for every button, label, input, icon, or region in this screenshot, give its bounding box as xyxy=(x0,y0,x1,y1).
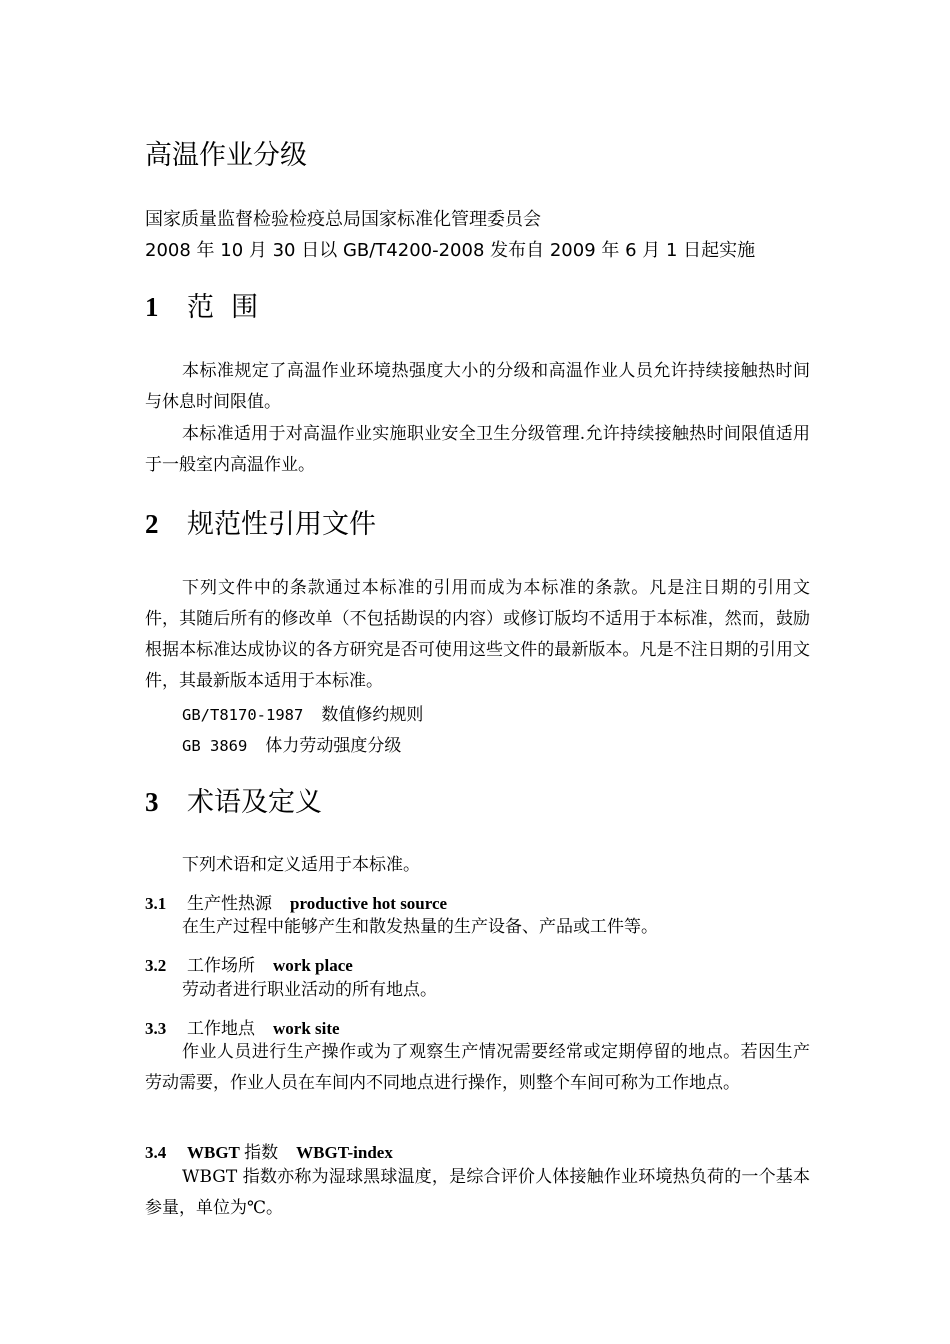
term-chinese: 工作场所 xyxy=(187,956,255,976)
section-2-heading xyxy=(145,502,376,541)
section-title: 范 围 xyxy=(187,292,259,323)
publisher-line: 国家质量监督检验检疫总局国家标准化管理委员会 xyxy=(145,209,541,230)
release-line: 2008 年 10 月 30 日以 GB/T4200-2008 发布自 2009 年 6 月 1 日起实施 xyxy=(145,240,756,261)
term-chinese: 指数 xyxy=(244,1143,279,1163)
reference-title: 体力劳动强度分级 xyxy=(265,736,402,756)
document-title: 高温作业分级 xyxy=(145,140,307,171)
term-number: 3.2 xyxy=(145,956,167,975)
term-heading xyxy=(145,1014,340,1039)
term-english: WBGT-index xyxy=(296,1143,393,1162)
reference-item xyxy=(182,731,401,756)
section-2-paragraph-1: 下列文件中的条款通过本标准的引用而成为本标准的条款。凡是注日期的引用文件，其随后所有的修改单（不包括勘误的内容）或修订版均不适用于本标准，然而，鼓励根据本标准达成协议的各方研究是否可使用这些文件的最新版本。凡是不注日期的引用文件，其最新版本适用于本标准。 xyxy=(145,578,810,691)
reference-code: GB/T8170-1987 xyxy=(182,706,304,724)
reference-item xyxy=(182,700,423,725)
section-3-intro: 下列术语和定义适用于本标准。 xyxy=(182,855,420,875)
section-number: 1 xyxy=(145,292,159,322)
section-title: 术语及定义 xyxy=(187,787,322,818)
section-3-heading xyxy=(145,780,322,819)
section-1-paragraph-2: 本标准适用于对高温作业实施职业安全卫生分级管理.允许持续接触热时间限值适用于一般室内高温作业。 xyxy=(145,424,810,475)
reference-code: GB 3869 xyxy=(182,737,248,755)
term-english: work site xyxy=(273,1019,340,1038)
term-heading xyxy=(145,951,353,976)
term-definition: WBGT 指数亦称为湿球黑球温度，是综合评价人体接触作业环境热负荷的一个基本参量，单位为℃。 xyxy=(145,1167,810,1218)
term-definition: 劳动者进行职业活动的所有地点。 xyxy=(182,980,437,1000)
term-heading xyxy=(145,889,447,914)
section-number: 2 xyxy=(145,509,159,539)
term-english: productive hot source xyxy=(290,894,448,913)
section-1-heading xyxy=(145,285,258,324)
section-1-paragraph-1: 本标准规定了高温作业环境热强度大小的分级和高温作业人员允许持续接触热时间与休息时间限值。 xyxy=(145,361,810,412)
term-definition: 在生产过程中能够产生和散发热量的生产设备、产品或工件等。 xyxy=(182,917,658,937)
section-number: 3 xyxy=(145,787,159,817)
term-chinese: 工作地点 xyxy=(187,1019,255,1039)
section-title: 规范性引用文件 xyxy=(187,509,376,540)
term-chinese: 生产性热源 xyxy=(187,894,272,914)
term-chinese-prefix: WBGT xyxy=(187,1143,240,1162)
term-number: 3.4 xyxy=(145,1143,167,1162)
term-definition: 作业人员进行生产操作或为了观察生产情况需要经常或定期停留的地点。若因生产劳动需要，作业人员在车间内不同地点进行操作，则整个车间可称为工作地点。 xyxy=(145,1042,810,1093)
term-heading xyxy=(145,1138,393,1163)
reference-title: 数值修约规则 xyxy=(321,705,424,725)
term-number: 3.1 xyxy=(145,894,167,913)
term-english: work place xyxy=(273,956,353,975)
term-number: 3.3 xyxy=(145,1019,167,1038)
